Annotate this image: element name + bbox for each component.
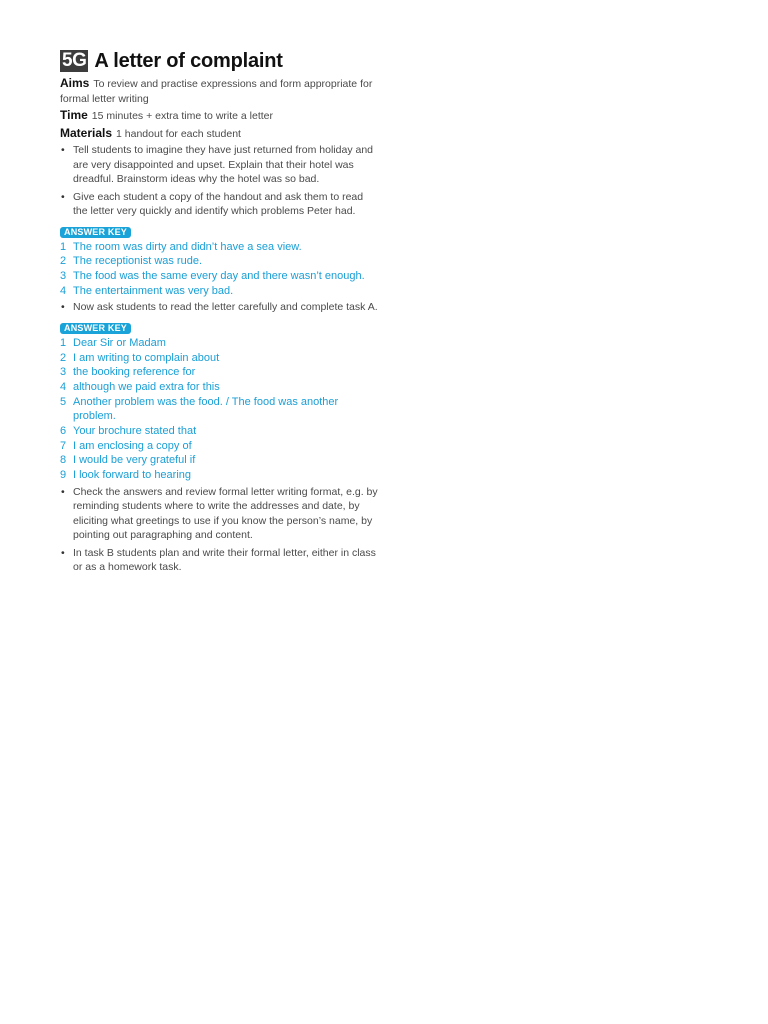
time-label: Time xyxy=(60,108,88,122)
answer-number: 4 xyxy=(60,380,67,393)
answer-item xyxy=(60,269,380,284)
answer-item xyxy=(60,351,380,366)
answer-text: I am enclosing a copy of xyxy=(73,439,192,452)
step-item: • Now ask students to read the letter carefully and complete task A. xyxy=(60,300,380,315)
materials-text: 1 handout for each student xyxy=(116,127,241,140)
answer-number: 3 xyxy=(60,269,67,282)
answer-item xyxy=(60,468,380,483)
aims-text: To review and practise expressions and form appropriate for formal letter writing xyxy=(60,78,373,105)
answer-number: 2 xyxy=(60,351,67,364)
answer-item xyxy=(60,439,380,454)
answer-number: 1 xyxy=(60,240,67,253)
answer-number: 1 xyxy=(60,336,67,349)
intro-steps xyxy=(60,143,380,219)
lesson-code-badge: 5G xyxy=(62,50,87,71)
step-item: • In task B students plan and write their formal letter, either in class or as a homework task. xyxy=(60,546,380,575)
answer-number: 7 xyxy=(60,439,67,452)
teacher-notes xyxy=(60,48,380,578)
answer-text: I look forward to hearing xyxy=(73,469,192,482)
answer-text: I am writing to complain about xyxy=(73,351,220,364)
answer-text: The food was the same every day and there wasn’t enough. xyxy=(73,269,365,282)
final-steps xyxy=(60,485,380,575)
answer-text: The entertainment was very bad. xyxy=(73,284,234,297)
answer-item xyxy=(60,284,380,299)
answer-number: 2 xyxy=(60,255,67,268)
answer-text: although we paid extra for this xyxy=(73,380,220,393)
middle-steps xyxy=(60,300,380,315)
answer-number: 3 xyxy=(60,366,67,379)
lesson-title: A letter of complaint xyxy=(94,49,283,72)
time-text: 15 minutes + extra time to write a letter xyxy=(91,110,273,122)
step-item: • Check the answers and review formal letter writing format, e.g. by reminding students where to write the addresses and date, by eliciting what greetings to use if you know the person’s name, by pointing out paragraphing and content. xyxy=(60,485,380,543)
answer-key-badge: ANSWER KEY xyxy=(60,323,131,334)
answer-item xyxy=(60,254,380,269)
answer-number: 9 xyxy=(60,469,67,482)
aims-line xyxy=(60,76,380,106)
answer-item xyxy=(60,240,380,255)
answer-item xyxy=(60,424,380,439)
answer-number: 4 xyxy=(60,284,67,297)
answer-number: 8 xyxy=(60,454,67,467)
answer-text: the booking reference for xyxy=(73,366,196,379)
answer-text: The room was dirty and didn’t have a sea view. xyxy=(73,240,302,253)
answer-text: The receptionist was rude. xyxy=(73,255,203,268)
answer-text: Dear Sir or Madam xyxy=(73,336,166,349)
aims-label: Aims xyxy=(60,76,90,90)
answer-text: Your brochure stated that xyxy=(73,425,197,438)
answer-key-badge: ANSWER KEY xyxy=(60,227,131,238)
lesson-header xyxy=(60,48,380,74)
answer-key-list-2 xyxy=(60,336,380,483)
answer-item xyxy=(60,395,380,424)
answer-number: 6 xyxy=(60,425,67,438)
answer-text: I would be very grateful if xyxy=(73,454,196,467)
step-item: • Tell students to imagine they have just returned from holiday and are very disappointed and upset. Explain that their hotel was dreadful. Brainstorm ideas why the hotel was so bad. xyxy=(60,143,380,187)
answer-text: Another problem was the food. / The food was another problem. xyxy=(73,395,339,423)
time-line xyxy=(60,108,380,124)
answer-item xyxy=(60,380,380,395)
materials-label: Materials xyxy=(60,125,113,140)
answer-item xyxy=(60,336,380,351)
answer-item xyxy=(60,453,380,468)
answer-item xyxy=(60,365,380,380)
answer-key-list-1 xyxy=(60,240,380,299)
step-item: • Give each student a copy of the handout and ask them to read the letter very quickly and identify which problems Peter had. xyxy=(60,190,380,219)
materials-line xyxy=(60,126,380,142)
answer-number: 5 xyxy=(60,395,67,408)
